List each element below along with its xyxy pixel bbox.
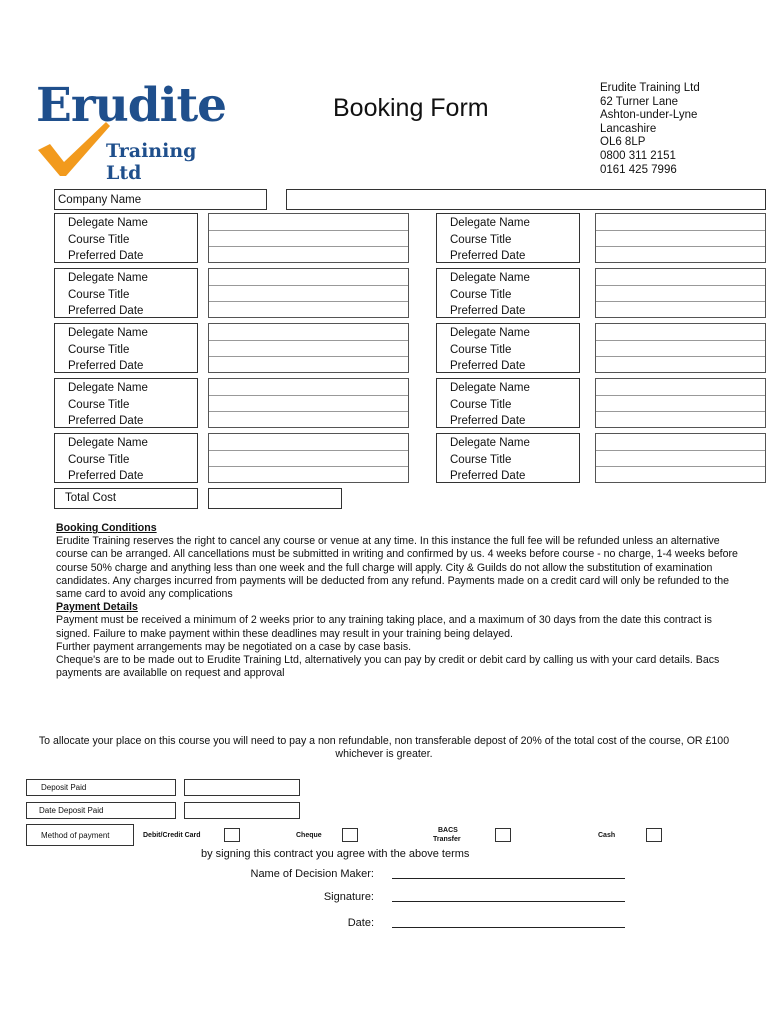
bacs-checkbox[interactable] [495, 828, 511, 842]
delegate-input-box[interactable] [208, 433, 409, 483]
address-line: Erudite Training Ltd [600, 82, 700, 94]
delegate-label-box [436, 323, 580, 373]
delegate-label-box [54, 378, 198, 428]
date-label: Date: [347, 917, 374, 929]
course-title-label: Course Title [68, 453, 130, 466]
input-row-divider [596, 301, 765, 302]
input-row-divider [209, 301, 408, 302]
delegate-name-label: Delegate Name [68, 382, 148, 394]
date-deposit-paid-input[interactable] [184, 802, 300, 819]
preferred-date-label: Preferred Date [68, 250, 144, 262]
input-row-divider [209, 450, 408, 451]
delegate-input-box[interactable] [595, 213, 766, 263]
signature-label: Signature: [323, 891, 374, 903]
cheque-checkbox[interactable] [342, 828, 358, 842]
bacs-option-label-2: Transfer [433, 836, 461, 843]
delegate-input-box[interactable] [208, 378, 409, 428]
address-line: 0161 425 7996 [600, 163, 677, 176]
method-of-payment-label: Method of payment [41, 831, 110, 840]
delegate-label-box [54, 433, 198, 483]
company-address [600, 82, 700, 177]
method-of-payment-label-box [26, 824, 134, 846]
preferred-date-label: Preferred Date [450, 360, 526, 372]
delegate-label-box [436, 433, 580, 483]
total-cost-input[interactable] [208, 488, 342, 509]
decision-maker-line[interactable] [392, 878, 625, 879]
page-title: Booking Form [333, 94, 489, 122]
address-line: Lancashire [600, 122, 657, 135]
delegate-name-label: Delegate Name [450, 272, 530, 284]
cash-option-label: Cash [598, 832, 616, 839]
delegate-label-box [54, 268, 198, 318]
preferred-date-label: Preferred Date [450, 250, 526, 262]
bacs-option-label-1: BACS [438, 827, 458, 834]
payment-details-text: Further payment arrangements may be negotiated on a case by case basis. [56, 640, 412, 653]
delegate-name-label: Delegate Name [68, 327, 148, 339]
booking-conditions-heading: Booking Conditions [56, 522, 157, 534]
input-row-divider [596, 246, 765, 247]
cheque-option-label: Cheque [296, 832, 322, 839]
card-option-label: Debit/Credit Card [143, 832, 201, 839]
agreement-text: by signing this contract you agree with the above terms [201, 848, 470, 860]
payment-details-text: Cheque's are to be made out to Erudite Training Ltd, alternatively you can pay by credit or debit card by calling us with your card details. Bacs payments are availablle on request and approval [56, 654, 720, 680]
address-line: OL6 8LP [600, 136, 646, 149]
input-row-divider [209, 466, 408, 467]
total-cost-label-box [54, 488, 198, 509]
company-name-input[interactable] [286, 189, 766, 210]
delegate-input-box[interactable] [595, 433, 766, 483]
input-row-divider [209, 340, 408, 341]
deposit-note: To allocate your place on this course you will need to pay a non refundable, non transferable depost of 20% of the total cost of the course, OR £100 whichever is greater. [38, 735, 730, 761]
delegate-label-box [54, 323, 198, 373]
preferred-date-label: Preferred Date [68, 360, 144, 372]
checkmark-icon [36, 118, 112, 178]
company-logo [34, 78, 234, 184]
deposit-paid-label-box [26, 779, 176, 796]
course-title-label: Course Title [68, 398, 130, 411]
preferred-date-label: Preferred Date [68, 470, 144, 482]
delegate-label-box [436, 268, 580, 318]
terms-section [56, 522, 742, 680]
delegate-name-label: Delegate Name [450, 437, 530, 449]
payment-details-heading: Payment Details [56, 601, 138, 614]
preferred-date-label: Preferred Date [450, 305, 526, 317]
delegate-input-box[interactable] [595, 323, 766, 373]
course-title-label: Course Title [450, 453, 512, 466]
course-title-label: Course Title [450, 288, 512, 301]
preferred-date-label: Preferred Date [450, 470, 526, 482]
input-row-divider [596, 285, 765, 286]
preferred-date-label: Preferred Date [68, 415, 144, 427]
input-row-divider [596, 340, 765, 341]
input-row-divider [209, 356, 408, 357]
course-title-label: Course Title [450, 343, 512, 356]
input-row-divider [209, 395, 408, 396]
input-row-divider [596, 450, 765, 451]
input-row-divider [596, 466, 765, 467]
delegate-label-box [54, 213, 198, 263]
course-title-label: Course Title [450, 398, 512, 411]
delegate-name-label: Delegate Name [68, 217, 148, 229]
decision-maker-label: Name of Decision Maker: [250, 868, 374, 880]
input-row-divider [209, 285, 408, 286]
address-line: 0800 311 2151 [600, 149, 676, 162]
delegate-name-label: Delegate Name [450, 327, 530, 339]
delegate-name-label: Delegate Name [450, 217, 530, 229]
address-line: Ashton-under-Lyne [600, 109, 698, 122]
total-cost-label: Total Cost [65, 492, 117, 504]
card-checkbox[interactable] [224, 828, 240, 842]
company-name-label: Company Name [58, 194, 142, 206]
payment-details-text: Payment must be received a minimum of 2 weeks prior to any training taking place, and a maximum of 30 days from the date this contract is signed. Failure to make payment within these deadlines may result in your training being delayed. [56, 614, 712, 640]
date-deposit-paid-label: Date Deposit Paid [39, 806, 104, 815]
delegate-input-box[interactable] [595, 378, 766, 428]
cash-checkbox[interactable] [646, 828, 662, 842]
company-name-label-box [54, 189, 267, 210]
deposit-paid-label: Deposit Paid [41, 783, 87, 792]
input-row-divider [596, 395, 765, 396]
date-line[interactable] [392, 927, 625, 928]
delegate-name-label: Delegate Name [68, 437, 148, 449]
input-row-divider [209, 230, 408, 231]
address-line: 62 Turner Lane [600, 95, 679, 108]
booking-conditions-text: Erudite Training reserves the right to cancel any course or venue at any time. In this instance the full fee will be refunded unless an alternative course can be arranged. All cancellations must be submitted in writing and confirmed by us. 4 weeks before course - no charge, 1-4 weeks before course 50% charge and anything less than one week and the full charge will apply. City & Guilds do not allow the substitution of examination candidates. Any charges incurred from payments will be deducted from any refund. Payments made on a credit card will only be refunded to the same card to avoid any complications [56, 535, 738, 601]
input-row-divider [596, 356, 765, 357]
course-title-label: Course Title [450, 233, 512, 246]
delegate-input-box[interactable] [595, 268, 766, 318]
logo-subtitle: Training Ltd [106, 140, 197, 184]
input-row-divider [209, 246, 408, 247]
input-row-divider [596, 411, 765, 412]
delegate-input-box[interactable] [208, 213, 409, 263]
delegate-name-label: Delegate Name [68, 272, 148, 284]
preferred-date-label: Preferred Date [68, 305, 144, 317]
course-title-label: Course Title [68, 233, 130, 246]
input-row-divider [596, 230, 765, 231]
signature-line[interactable] [392, 901, 625, 902]
delegate-label-box [436, 213, 580, 263]
input-row-divider [209, 411, 408, 412]
delegate-label-box [436, 378, 580, 428]
date-deposit-paid-label-box [26, 802, 176, 819]
delegate-input-box[interactable] [208, 268, 409, 318]
delegate-input-box[interactable] [208, 323, 409, 373]
deposit-paid-input[interactable] [184, 779, 300, 796]
logo-word: Erudite [36, 78, 227, 133]
preferred-date-label: Preferred Date [450, 415, 526, 427]
course-title-label: Course Title [68, 343, 130, 356]
course-title-label: Course Title [68, 288, 130, 301]
delegate-name-label: Delegate Name [450, 382, 530, 394]
